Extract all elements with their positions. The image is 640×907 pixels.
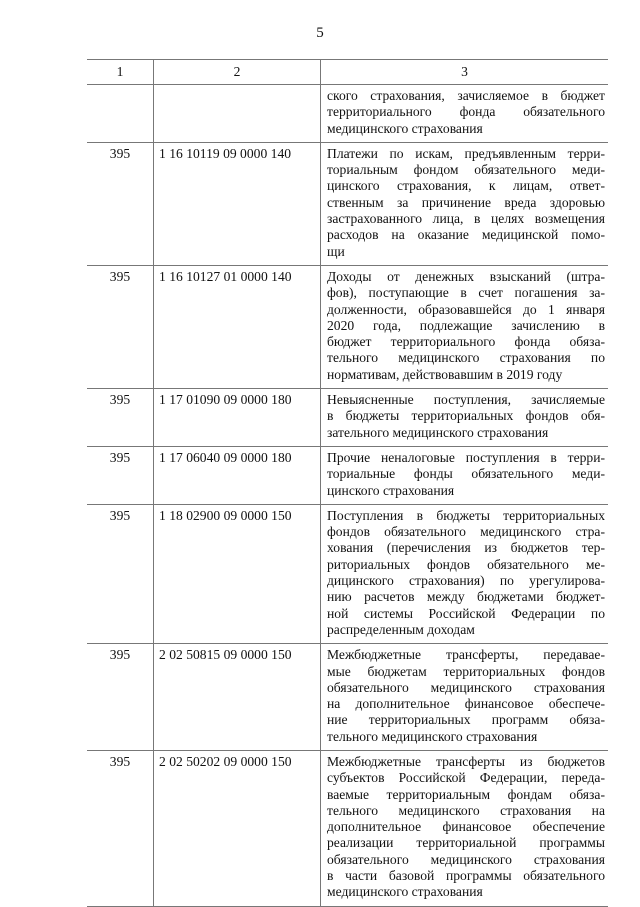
revenue-codes-table xyxy=(87,59,608,907)
revenue-description-cell xyxy=(321,85,609,143)
description-line: нормативам, действовавшим в 2019 году xyxy=(327,366,563,382)
description-line: дицинского страхования) по урегулирова- xyxy=(327,573,605,589)
admin-code-cell: 395 xyxy=(87,750,154,906)
description-line: зательного медицинского страхования xyxy=(327,424,549,440)
description-line: фов), поступающие в счет погашения за- xyxy=(327,285,605,301)
budget-classification-code-cell: 2 02 50815 09 0000 150 xyxy=(154,644,321,751)
description-line: обязательного медицинского страхования xyxy=(327,679,605,695)
table-body xyxy=(87,85,608,907)
description-line: ственным за причинение вреда здоровью xyxy=(327,194,605,210)
table-row xyxy=(87,504,608,643)
table-row xyxy=(87,389,608,447)
admin-code-cell: 395 xyxy=(87,265,154,388)
description-line: обязательного медицинского страхования xyxy=(327,851,605,867)
description-line: Доходы от денежных взысканий (штра- xyxy=(327,268,605,284)
description-line: долженности, образовавшейся до 1 января xyxy=(327,301,605,317)
description-line: субъектов Российской Федерации, переда- xyxy=(327,770,605,786)
admin-code-cell xyxy=(87,85,154,143)
description-line: расходов на оказание медицинской помо- xyxy=(327,227,605,243)
description-line: застрахованного лица, в целях возмещения xyxy=(327,211,605,227)
header-row xyxy=(87,60,608,85)
description-line: ваемые территориальным фондам обяза- xyxy=(327,786,605,802)
description-line: дополнительное финансовое обеспечение xyxy=(327,819,605,835)
admin-code-cell: 395 xyxy=(87,446,154,504)
revenue-description-cell xyxy=(321,142,609,265)
table-header xyxy=(87,60,608,85)
description-line: 2020 года, подлежащие зачислению в xyxy=(327,317,605,333)
description-line: территориального фонда обязательного xyxy=(327,104,605,120)
page-number: 5 xyxy=(316,25,324,41)
description-line: риториальных фондов обязательного ме- xyxy=(327,556,605,572)
description-line: ского страхования, зачисляемое в бюджет xyxy=(327,88,605,103)
description-line: Поступления в бюджеты территориальных xyxy=(327,507,605,523)
description-line: медицинского страхования xyxy=(327,120,483,136)
description-line: Прочие неналоговые поступления в терри- xyxy=(327,449,605,465)
description-line: ной системы Российской Федерации по xyxy=(327,605,605,621)
description-line: ториальные фонды обязательного меди- xyxy=(327,466,605,482)
column-header-1: 1 xyxy=(87,60,154,85)
table-row xyxy=(87,142,608,265)
description-line: ториальным фондом обязательного меди- xyxy=(327,162,605,178)
column-header-2: 2 xyxy=(154,60,321,85)
revenue-description-cell xyxy=(321,750,609,906)
admin-code-cell: 395 xyxy=(87,644,154,751)
revenue-description-cell xyxy=(321,265,609,388)
description-line: Платежи по искам, предъявленным терри- xyxy=(327,145,605,161)
description-line: Межбюджетные трансферты из бюджетов xyxy=(327,753,605,769)
admin-code-cell: 395 xyxy=(87,142,154,265)
description-line: реализации территориальной программы xyxy=(327,835,605,851)
description-line: цинского страхования xyxy=(327,482,455,498)
description-line: нию расчетов между бюджетами бюджет- xyxy=(327,589,605,605)
column-header-3: 3 xyxy=(321,60,609,85)
budget-classification-code-cell: 1 16 10127 01 0000 140 xyxy=(154,265,321,388)
description-line: в бюджеты территориальных фондов обя- xyxy=(327,408,605,424)
description-line: в части базовой программы обязательного xyxy=(327,868,605,884)
budget-classification-code-cell: 1 16 10119 09 0000 140 xyxy=(154,142,321,265)
description-line: Межбюджетные трансферты, передавае- xyxy=(327,647,605,663)
description-line: хования (перечисления из бюджетов тер- xyxy=(327,540,605,556)
description-line: мые бюджетам территориальных фондов xyxy=(327,663,605,679)
description-line: медицинского страхования xyxy=(327,884,483,900)
description-line: щи xyxy=(327,243,345,259)
revenue-description-cell xyxy=(321,504,609,643)
table-row xyxy=(87,644,608,751)
budget-classification-code-cell: 2 02 50202 09 0000 150 xyxy=(154,750,321,906)
description-line: на дополнительное финансовое обеспече- xyxy=(327,696,605,712)
description-line: цинского страхования, к лицам, ответ- xyxy=(327,178,605,194)
description-line: ние территориальных программ обяза- xyxy=(327,712,605,728)
revenue-description-cell xyxy=(321,446,609,504)
admin-code-cell: 395 xyxy=(87,389,154,447)
description-line: тельного медицинского страхования xyxy=(327,728,538,744)
description-line: Невыясненные поступления, зачисляемые xyxy=(327,392,605,408)
admin-code-cell: 395 xyxy=(87,504,154,643)
table-row xyxy=(87,265,608,388)
table-row xyxy=(87,85,608,143)
description-line: фондов обязательного медицинского стра- xyxy=(327,524,605,540)
description-line: тельного медицинского страхования на xyxy=(327,802,605,818)
revenue-description-cell xyxy=(321,389,609,447)
revenue-description-cell xyxy=(321,644,609,751)
description-line: бюджет территориального фонда обяза- xyxy=(327,334,605,350)
budget-classification-code-cell: 1 18 02900 09 0000 150 xyxy=(154,504,321,643)
budget-classification-code-cell xyxy=(154,85,321,143)
table-row xyxy=(87,446,608,504)
budget-classification-code-cell: 1 17 06040 09 0000 180 xyxy=(154,446,321,504)
budget-classification-code-cell: 1 17 01090 09 0000 180 xyxy=(154,389,321,447)
table-row xyxy=(87,750,608,906)
description-line: тельного медицинского страхования по xyxy=(327,350,605,366)
description-line: распределенным доходам xyxy=(327,621,475,637)
